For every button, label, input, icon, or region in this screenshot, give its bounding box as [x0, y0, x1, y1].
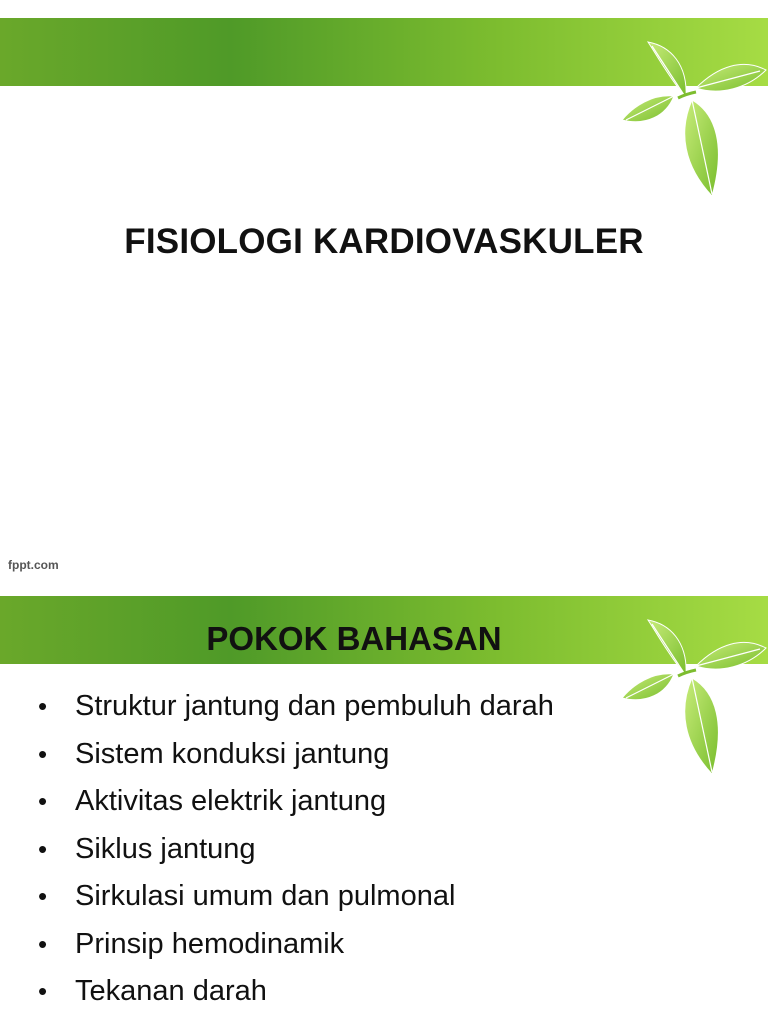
list-item — [38, 975, 638, 1023]
bullet-icon: • — [38, 976, 48, 1006]
list-item — [38, 785, 638, 833]
leaf-cluster-icon — [608, 36, 768, 206]
content-slide — [0, 592, 768, 1024]
slide-separator — [0, 585, 768, 592]
list-item — [38, 928, 638, 976]
page-title: FISIOLOGI KARDIOVASKULER — [124, 222, 644, 261]
list-item-text: Siklus jantung — [75, 832, 256, 865]
list-item — [38, 880, 638, 928]
bullet-icon: • — [38, 928, 48, 959]
bullet-icon: • — [38, 738, 48, 769]
list-item-text: Sistem konduksi jantung — [75, 737, 390, 770]
bullet-icon: • — [38, 833, 48, 864]
bullet-icon: • — [38, 786, 48, 816]
list-item-text: Struktur jantung dan pembuluh darah — [75, 690, 554, 722]
bullet-icon: • — [38, 691, 48, 721]
list-item — [38, 738, 638, 786]
topic-list — [38, 690, 638, 1023]
bullet-icon: • — [38, 881, 48, 911]
list-item — [38, 690, 638, 738]
list-item-text: Sirkulasi umum dan pulmonal — [75, 880, 456, 912]
list-item-text: Tekanan darah — [75, 975, 267, 1007]
list-item-text: Aktivitas elektrik jantung — [75, 785, 387, 817]
section-title: POKOK BAHASAN — [206, 620, 502, 657]
list-item — [38, 833, 638, 881]
list-item-text: Prinsip hemodinamik — [75, 927, 345, 960]
footer-brand: fppt.com — [8, 558, 59, 572]
